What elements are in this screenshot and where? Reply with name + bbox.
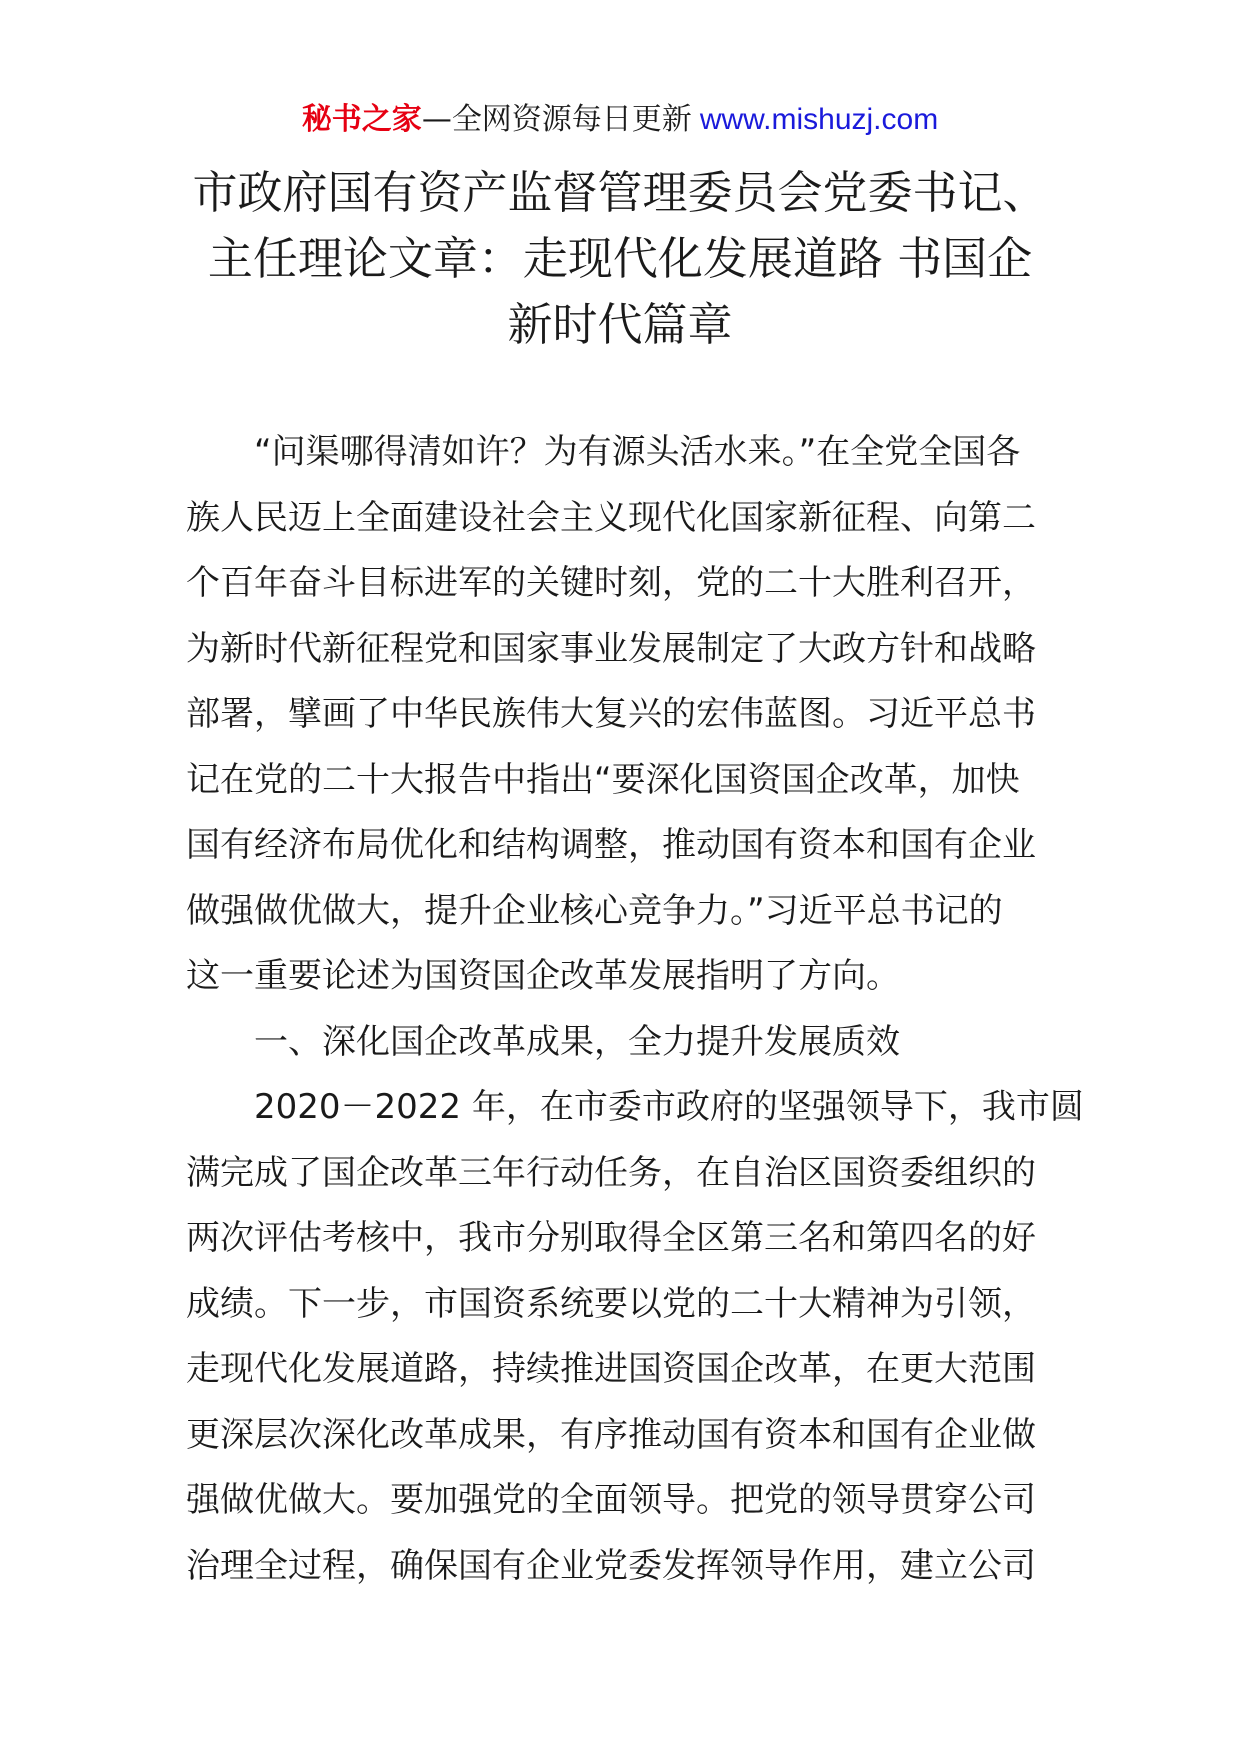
paragraph-line: 部署，擘画了中华民族伟大复兴的宏伟蓝图。习近平总书 [186,694,1036,734]
paragraph-line: 个百年奋斗目标进军的关键时刻，党的二十大胜利召开， [186,563,1036,603]
title-line: 主任理论文章：走现代化发展道路 书国企 [207,232,1033,285]
paragraph-line: 满完成了国企改革三年行动任务，在自治区国资委组织的 [186,1152,1036,1193]
title-line: 新时代篇章 [507,298,733,351]
paragraph-line: 强做优做大。要加强党的全面领导。把党的领导贯穿公司 [186,1480,1036,1520]
site-url-link[interactable]: www.mishuzj.com [699,103,939,136]
paragraph-line: “问渠哪得清如许？为有源头活水来。”在全党全国各 [254,432,1021,472]
paragraph-line: 族人民迈上全面建设社会主义现代化国家新征程、向第二 [186,497,1036,538]
section-heading: 一、深化国企改革成果，全力提升发展质效 [254,1021,900,1062]
title-line: 市政府国有资产监督管理委员会党委书记、 [192,166,1048,219]
paragraph-line: 国有经济布局优化和结构调整，推动国有资本和国有企业 [186,825,1036,865]
paragraph-line: 治理全过程，确保国有企业党委发挥领导作用，建立公司 [186,1545,1036,1586]
paragraph-line: 两次评估考核中，我市分别取得全区第三名和第四名的好 [186,1218,1036,1258]
paragraph-line: 走现代化发展道路，持续推进国资国企改革，在更大范围 [186,1349,1036,1389]
paragraph-line: 这一重要论述为国资国企改革发展指明了方向。 [186,956,900,996]
paragraph-line: 为新时代新征程党和国家事业发展制定了大政方针和战略 [186,628,1036,669]
site-header [0,100,1240,140]
paragraph-line: 2020－2022 年，在市委市政府的坚强领导下，我市圆 [254,1087,1084,1127]
document-title [150,160,1090,358]
site-slogan: —全网资源每日更新 [421,102,692,137]
paragraph-line: 做强做优做大，提升企业核心竞争力。”习近平总书记的 [186,890,1003,931]
paragraph-line: 成绩。下一步，市国资系统要以党的二十大精神为引领， [186,1283,1036,1324]
paragraph-line: 记在党的二十大报告中指出“要深化国资国企改革，加快 [186,759,1020,800]
paragraph-line: 更深层次深化改革成果，有序推动国有资本和国有企业做 [186,1414,1036,1455]
document-body [186,420,1084,1599]
site-name: 秘书之家 [301,102,422,137]
